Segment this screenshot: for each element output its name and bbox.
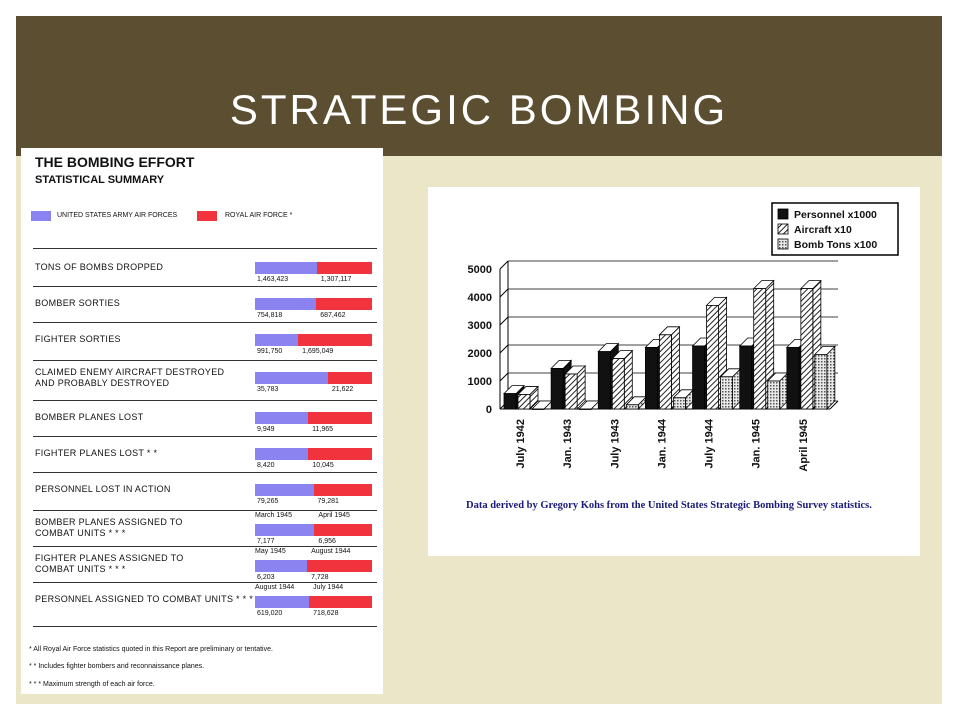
- row-label: BOMBER SORTIES: [35, 298, 121, 308]
- value-us: 6,203: [257, 574, 275, 581]
- x-tick-label: Jan. 1943: [562, 419, 575, 469]
- table-rule: [33, 360, 377, 361]
- bar-us: [255, 262, 317, 274]
- value-raf: 11,965: [312, 426, 333, 433]
- y-tick-label: 1000: [467, 376, 492, 388]
- bar-raf: [307, 560, 372, 572]
- table-rule: [33, 510, 377, 511]
- legend-swatch-us: [31, 211, 51, 221]
- footnote-1: * All Royal Air Force statistics quoted in this Report are preliminary or tentative.: [29, 646, 273, 653]
- value-us: 8,420: [257, 462, 275, 469]
- value-raf: 6,956: [318, 538, 336, 545]
- y-tick-label: 3000: [467, 320, 492, 332]
- bar-raf: [314, 524, 372, 536]
- row-label: TONS OF BOMBS DROPPED: [35, 262, 164, 272]
- value-us: 1,463,423: [257, 276, 289, 283]
- bar: [754, 289, 766, 409]
- legend-swatch-raf: [197, 211, 217, 221]
- bar: [504, 394, 516, 409]
- bar-raf: [314, 484, 373, 496]
- grid-line-depth: [500, 317, 508, 325]
- x-tick-label: April 1945: [797, 419, 810, 472]
- bar: [801, 289, 813, 409]
- bar-raf: [298, 334, 372, 346]
- x-tick-label: Jan. 1945: [750, 419, 763, 469]
- row-label: PERSONNEL ASSIGNED TO COMBAT UNITS * * *: [35, 594, 254, 604]
- y-tick-label: 5000: [467, 264, 492, 276]
- value-us: 991,750: [257, 348, 283, 355]
- bar: [740, 346, 752, 409]
- row-label: PERSONNEL LOST IN ACTION: [35, 484, 171, 494]
- y-tick-label: 2000: [467, 348, 492, 360]
- bar: [598, 352, 610, 409]
- date-raf: July 1944: [313, 584, 344, 591]
- grid-line-depth: [500, 261, 508, 269]
- bar-us: [255, 334, 298, 346]
- footnote-3: * * * Maximum strength of each air force.: [29, 681, 155, 688]
- value-us: 7,177: [257, 538, 275, 545]
- legend-swatch: [778, 224, 788, 234]
- bar: [659, 335, 671, 409]
- bar-raf: [308, 412, 372, 424]
- date-us: August 1944: [255, 584, 295, 591]
- bar-us: [255, 298, 316, 310]
- bar-raf: [317, 262, 372, 274]
- value-raf: 1,307,117: [320, 276, 352, 283]
- chart-caption: Data derived by Gregory Kohs from the United States Strategic Bombing Survey statistics.: [466, 500, 872, 511]
- legend-label-us: UNITED STATES ARMY AIR FORCES: [57, 212, 178, 219]
- table-rule: [33, 436, 377, 437]
- chart-panel: [428, 187, 920, 556]
- legend-label: Bomb Tons x100: [794, 239, 878, 251]
- date-raf: August 1944: [311, 548, 351, 555]
- value-us: 619,020: [257, 610, 283, 617]
- value-raf: 687,462: [320, 312, 346, 319]
- date-us: May 1945: [255, 548, 286, 555]
- row-label: FIGHTER PLANES LOST * *: [35, 448, 158, 458]
- bar: [579, 409, 591, 410]
- bar: [565, 374, 577, 409]
- bar: [673, 398, 685, 409]
- row-label: BOMBER PLANES LOST: [35, 412, 144, 422]
- table-rule: [33, 472, 377, 473]
- bar-raf: [309, 596, 372, 608]
- row-label: BOMBER PLANES ASSIGNED TO COMBAT UNITS * * *: [35, 517, 183, 538]
- grid-line-depth: [500, 289, 508, 297]
- bar-us: [255, 524, 314, 536]
- table-rule: [33, 626, 377, 627]
- legend-label: Personnel x1000: [794, 209, 877, 221]
- value-us: 9,949: [257, 426, 275, 433]
- value-raf: 718,628: [313, 610, 339, 617]
- bar-us: [255, 372, 328, 384]
- table-rule: [33, 248, 377, 249]
- bar: [721, 377, 733, 409]
- legend-swatch: [778, 239, 788, 249]
- row-label: FIGHTER PLANES ASSIGNED TO COMBAT UNITS * * *: [35, 553, 184, 574]
- bar-raf: [328, 372, 372, 384]
- bar: [707, 305, 719, 409]
- summary-subtitle: STATISTICAL SUMMARY: [35, 174, 165, 186]
- grid-line-depth: [500, 345, 508, 353]
- x-tick-label: July 1943: [609, 419, 622, 469]
- summary-title: THE BOMBING EFFORT: [35, 154, 195, 170]
- footnote-2: * * Includes fighter bombers and reconnaissance planes.: [29, 663, 205, 670]
- value-us: 35,783: [257, 386, 279, 393]
- bar: [787, 347, 799, 409]
- bar-raf: [308, 448, 372, 460]
- bar: [532, 409, 544, 410]
- value-raf: 1,695,049: [302, 348, 334, 355]
- table-rule: [33, 582, 377, 583]
- bar: [693, 346, 705, 409]
- bar: [612, 359, 624, 409]
- bar-us: [255, 448, 308, 460]
- title-bar: [16, 16, 942, 156]
- bar-us: [255, 560, 307, 572]
- y-tick-label: 4000: [467, 292, 492, 304]
- x-tick-label: July 1944: [703, 419, 716, 469]
- bar: [768, 381, 780, 409]
- value-raf: 10,045: [312, 462, 334, 469]
- bar-us: [255, 484, 314, 496]
- y-tick-label: 0: [485, 404, 492, 416]
- grid-line-depth: [500, 373, 508, 381]
- bar-us: [255, 596, 309, 608]
- bar-side: [827, 346, 835, 409]
- bar-us: [255, 412, 308, 424]
- bar: [815, 354, 827, 409]
- x-tick-label: Jan. 1944: [656, 419, 669, 469]
- bar: [626, 405, 638, 409]
- table-rule: [33, 322, 377, 323]
- bar: [518, 394, 530, 409]
- date-us: March 1945: [255, 512, 292, 519]
- value-raf: 21,622: [331, 386, 354, 393]
- date-raf: April 1945: [318, 512, 350, 519]
- bar-raf: [316, 298, 372, 310]
- value-raf: 7,728: [311, 574, 329, 581]
- legend-label-raf: ROYAL AIR FORCE *: [225, 212, 293, 219]
- table-rule: [33, 286, 377, 287]
- value-us: 79,265: [257, 498, 279, 505]
- value-us: 754,818: [257, 312, 283, 319]
- slide-title: STRATEGIC BOMBING: [229, 86, 729, 133]
- bombing-summary-panel: [21, 148, 383, 694]
- x-tick-label: July 1942: [515, 419, 527, 469]
- row-label: FIGHTER SORTIES: [35, 334, 121, 344]
- row-label: CLAIMED ENEMY AIRCRAFT DESTROYED AND PROBABLY DESTROYED: [35, 367, 225, 388]
- bar: [551, 368, 563, 409]
- table-rule: [33, 400, 377, 401]
- bar: [645, 347, 657, 409]
- legend-swatch: [778, 209, 788, 219]
- legend-label: Aircraft x10: [794, 224, 852, 236]
- value-raf: 79,281: [317, 498, 339, 505]
- table-rule: [33, 546, 377, 547]
